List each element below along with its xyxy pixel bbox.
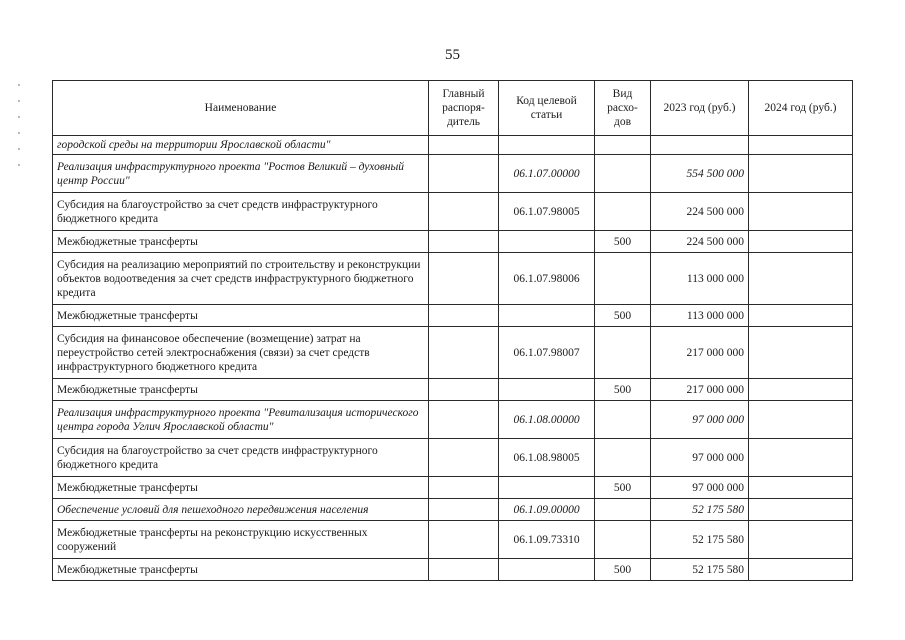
cell-name: Реализация инфраструктурного проекта "Ростов Великий – духовный центр России": [53, 155, 429, 193]
cell-name: Субсидия на благоустройство за счет средств инфраструктурного бюджетного кредита: [53, 439, 429, 477]
header-code: Код целевой статьи: [499, 81, 595, 136]
cell-year-2024: [749, 477, 853, 499]
cell-code: 06.1.07.98006: [499, 253, 595, 305]
cell-type: 500: [595, 477, 651, 499]
cell-year-2023: 217 000 000: [651, 379, 749, 401]
cell-code: [499, 136, 595, 155]
cell-admin: [429, 559, 499, 581]
cell-admin: [429, 253, 499, 305]
table-row: [53, 477, 853, 499]
cell-year-2024: [749, 136, 853, 155]
budget-table: [52, 80, 853, 581]
cell-year-2024: [749, 305, 853, 327]
cell-name: Субсидия на благоустройство за счет средств инфраструктурного бюджетного кредита: [53, 193, 429, 231]
cell-year-2024: [749, 439, 853, 477]
header-year-2024: 2024 год (руб.): [749, 81, 853, 136]
cell-year-2023: 97 000 000: [651, 477, 749, 499]
cell-code: 06.1.07.00000: [499, 155, 595, 193]
cell-type: [595, 521, 651, 559]
table-header-row: [53, 81, 853, 136]
cell-year-2023: [651, 136, 749, 155]
scan-artifact: [14, 70, 26, 270]
cell-name: Межбюджетные трансферты: [53, 379, 429, 401]
cell-type: [595, 136, 651, 155]
cell-name: городской среды на территории Ярославской области": [53, 136, 429, 155]
cell-code: [499, 379, 595, 401]
cell-year-2023: 97 000 000: [651, 401, 749, 439]
cell-year-2024: [749, 521, 853, 559]
cell-code: [499, 231, 595, 253]
cell-admin: [429, 401, 499, 439]
cell-name: Межбюджетные трансферты: [53, 477, 429, 499]
table-row: [53, 499, 853, 521]
table-row: [53, 401, 853, 439]
cell-type: 500: [595, 559, 651, 581]
table-row: [53, 136, 853, 155]
cell-year-2024: [749, 401, 853, 439]
table-row: [53, 439, 853, 477]
cell-year-2024: [749, 193, 853, 231]
cell-year-2023: 113 000 000: [651, 305, 749, 327]
cell-name: Субсидия на финансовое обеспечение (возмещение) затрат на переустройство сетей электроснабжения (связи) за счет средств инфраструктурного бюджетного кредита: [53, 327, 429, 379]
header-name: Наименование: [53, 81, 429, 136]
cell-type: [595, 155, 651, 193]
cell-name: Реализация инфраструктурного проекта "Ревитализация исторического центра города Углич Ярославской области": [53, 401, 429, 439]
cell-year-2024: [749, 253, 853, 305]
cell-admin: [429, 439, 499, 477]
table-row: [53, 327, 853, 379]
cell-type: [595, 253, 651, 305]
cell-code: 06.1.09.73310: [499, 521, 595, 559]
cell-code: [499, 477, 595, 499]
cell-name: Субсидия на реализацию мероприятий по строительству и реконструкции объектов водоотведения за счет средств инфраструктурного бюджетного кредита: [53, 253, 429, 305]
cell-year-2024: [749, 327, 853, 379]
table-row: [53, 559, 853, 581]
table-row: [53, 253, 853, 305]
table-row: [53, 193, 853, 231]
cell-code: [499, 559, 595, 581]
cell-admin: [429, 477, 499, 499]
cell-code: 06.1.09.00000: [499, 499, 595, 521]
cell-year-2024: [749, 379, 853, 401]
cell-code: 06.1.07.98007: [499, 327, 595, 379]
cell-code: 06.1.08.98005: [499, 439, 595, 477]
cell-admin: [429, 231, 499, 253]
cell-name: Межбюджетные трансферты: [53, 231, 429, 253]
cell-admin: [429, 521, 499, 559]
cell-type: [595, 401, 651, 439]
table-row: [53, 521, 853, 559]
cell-year-2023: 554 500 000: [651, 155, 749, 193]
cell-type: [595, 193, 651, 231]
cell-admin: [429, 379, 499, 401]
cell-admin: [429, 305, 499, 327]
cell-type: 500: [595, 231, 651, 253]
cell-code: 06.1.07.98005: [499, 193, 595, 231]
cell-admin: [429, 327, 499, 379]
cell-year-2023: 224 500 000: [651, 193, 749, 231]
cell-name: Межбюджетные трансферты: [53, 305, 429, 327]
header-admin: Главный распоря- дитель: [429, 81, 499, 136]
cell-year-2024: [749, 499, 853, 521]
cell-type: 500: [595, 379, 651, 401]
cell-year-2023: 52 175 580: [651, 521, 749, 559]
cell-type: 500: [595, 305, 651, 327]
cell-code: [499, 305, 595, 327]
cell-admin: [429, 136, 499, 155]
page-number: 55: [445, 47, 460, 63]
table-row: [53, 305, 853, 327]
table-body: [53, 136, 853, 581]
cell-year-2023: 113 000 000: [651, 253, 749, 305]
cell-year-2024: [749, 559, 853, 581]
table-row: [53, 231, 853, 253]
cell-year-2023: 224 500 000: [651, 231, 749, 253]
cell-year-2023: 97 000 000: [651, 439, 749, 477]
cell-admin: [429, 499, 499, 521]
header-year-2023: 2023 год (руб.): [651, 81, 749, 136]
table-row: [53, 155, 853, 193]
cell-admin: [429, 193, 499, 231]
cell-name: Межбюджетные трансферты: [53, 559, 429, 581]
cell-name: Межбюджетные трансферты на реконструкцию искусственных сооружений: [53, 521, 429, 559]
header-type: Вид расхо- дов: [595, 81, 651, 136]
cell-year-2024: [749, 231, 853, 253]
cell-year-2023: 52 175 580: [651, 559, 749, 581]
cell-type: [595, 327, 651, 379]
cell-year-2023: 217 000 000: [651, 327, 749, 379]
cell-admin: [429, 155, 499, 193]
cell-year-2023: 52 175 580: [651, 499, 749, 521]
cell-type: [595, 439, 651, 477]
cell-type: [595, 499, 651, 521]
cell-name: Обеспечение условий для пешеходного передвижения населения: [53, 499, 429, 521]
cell-year-2024: [749, 155, 853, 193]
table-row: [53, 379, 853, 401]
cell-code: 06.1.08.00000: [499, 401, 595, 439]
